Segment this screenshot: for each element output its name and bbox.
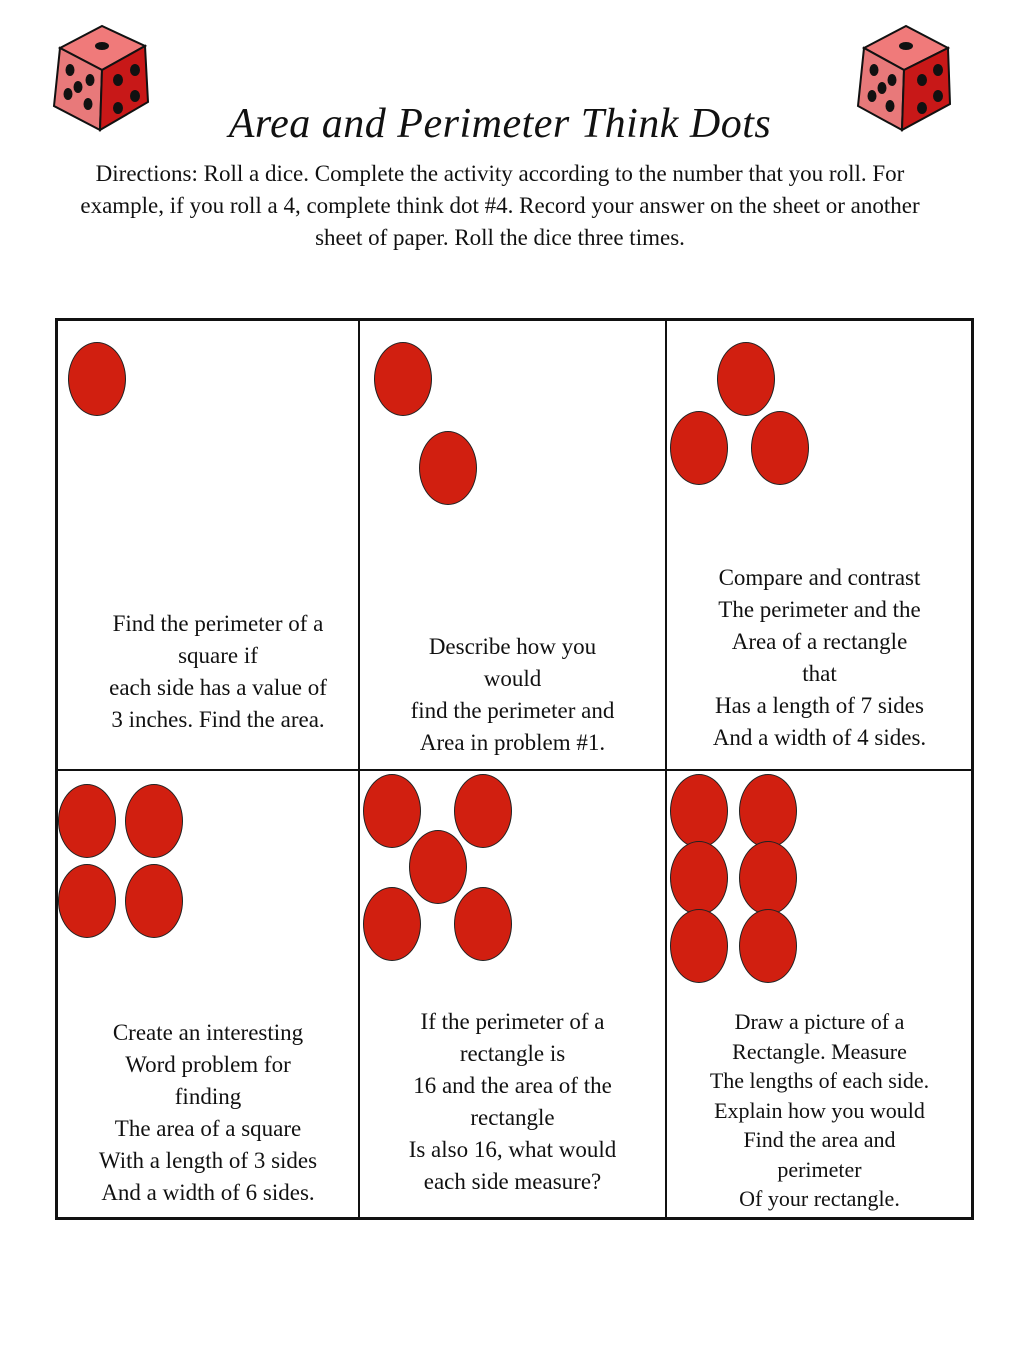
- dot: [670, 841, 728, 915]
- dot: [419, 431, 477, 505]
- dot: [670, 774, 728, 848]
- dot: [454, 774, 512, 848]
- directions-label: Directions:: [95, 161, 198, 186]
- think-dot-cell-5: [360, 771, 665, 1217]
- think-dot-text-6: Draw a picture of a Rectangle. Measure The lengths of each side. Explain how you would Find the area and perimeter Of your rectangle.: [709, 1009, 930, 1211]
- dot: [58, 864, 116, 938]
- dot: [739, 774, 797, 848]
- directions-text: Roll a dice. Complete the activity according to the number that you roll. For example, if you roll a 4, complete think dot #4. Record your answer on the sheet or another sheet of paper. Roll the dice three times.: [80, 161, 920, 250]
- dot: [68, 342, 126, 416]
- think-dot-text-2: Describe how you would find the perimeter and Area in problem #1.: [410, 634, 615, 755]
- dot: [363, 774, 421, 848]
- think-dot-cell-4: [58, 771, 358, 1217]
- think-dot-cell-3: [667, 321, 972, 769]
- think-dot-text-1: Find the perimeter of a square if each side has a value of 3 inches. Find the area.: [109, 611, 327, 732]
- think-dot-text-5: If the perimeter of a rectangle is 16 and the area of the rectangle Is also 16, what would each side measure?: [408, 1009, 617, 1194]
- dot: [670, 909, 728, 983]
- dot: [670, 411, 728, 485]
- think-dot-cell-6: [667, 771, 972, 1217]
- dot: [751, 411, 809, 485]
- dot: [717, 342, 775, 416]
- page-title: Area and Perimeter Think Dots: [228, 101, 772, 147]
- dot: [363, 887, 421, 961]
- dot: [58, 784, 116, 858]
- think-dot-cell-2: [360, 321, 665, 769]
- think-dots-grid: [55, 318, 974, 1220]
- dot: [409, 830, 467, 904]
- dot: [739, 841, 797, 915]
- dot: [125, 784, 183, 858]
- dot: [739, 909, 797, 983]
- directions: [60, 158, 940, 254]
- dot: [454, 887, 512, 961]
- dot: [374, 342, 432, 416]
- think-dot-text-3: Compare and contrast The perimeter and the Area of a rectangle that Has a length of 7 sides And a width of 4 sides.: [712, 565, 927, 750]
- dot: [125, 864, 183, 938]
- think-dot-text-4: Create an interesting Word problem for finding The area of a square With a length of 3 sides And a width of 6 sides.: [98, 1020, 318, 1205]
- think-dot-cell-1: [58, 321, 358, 769]
